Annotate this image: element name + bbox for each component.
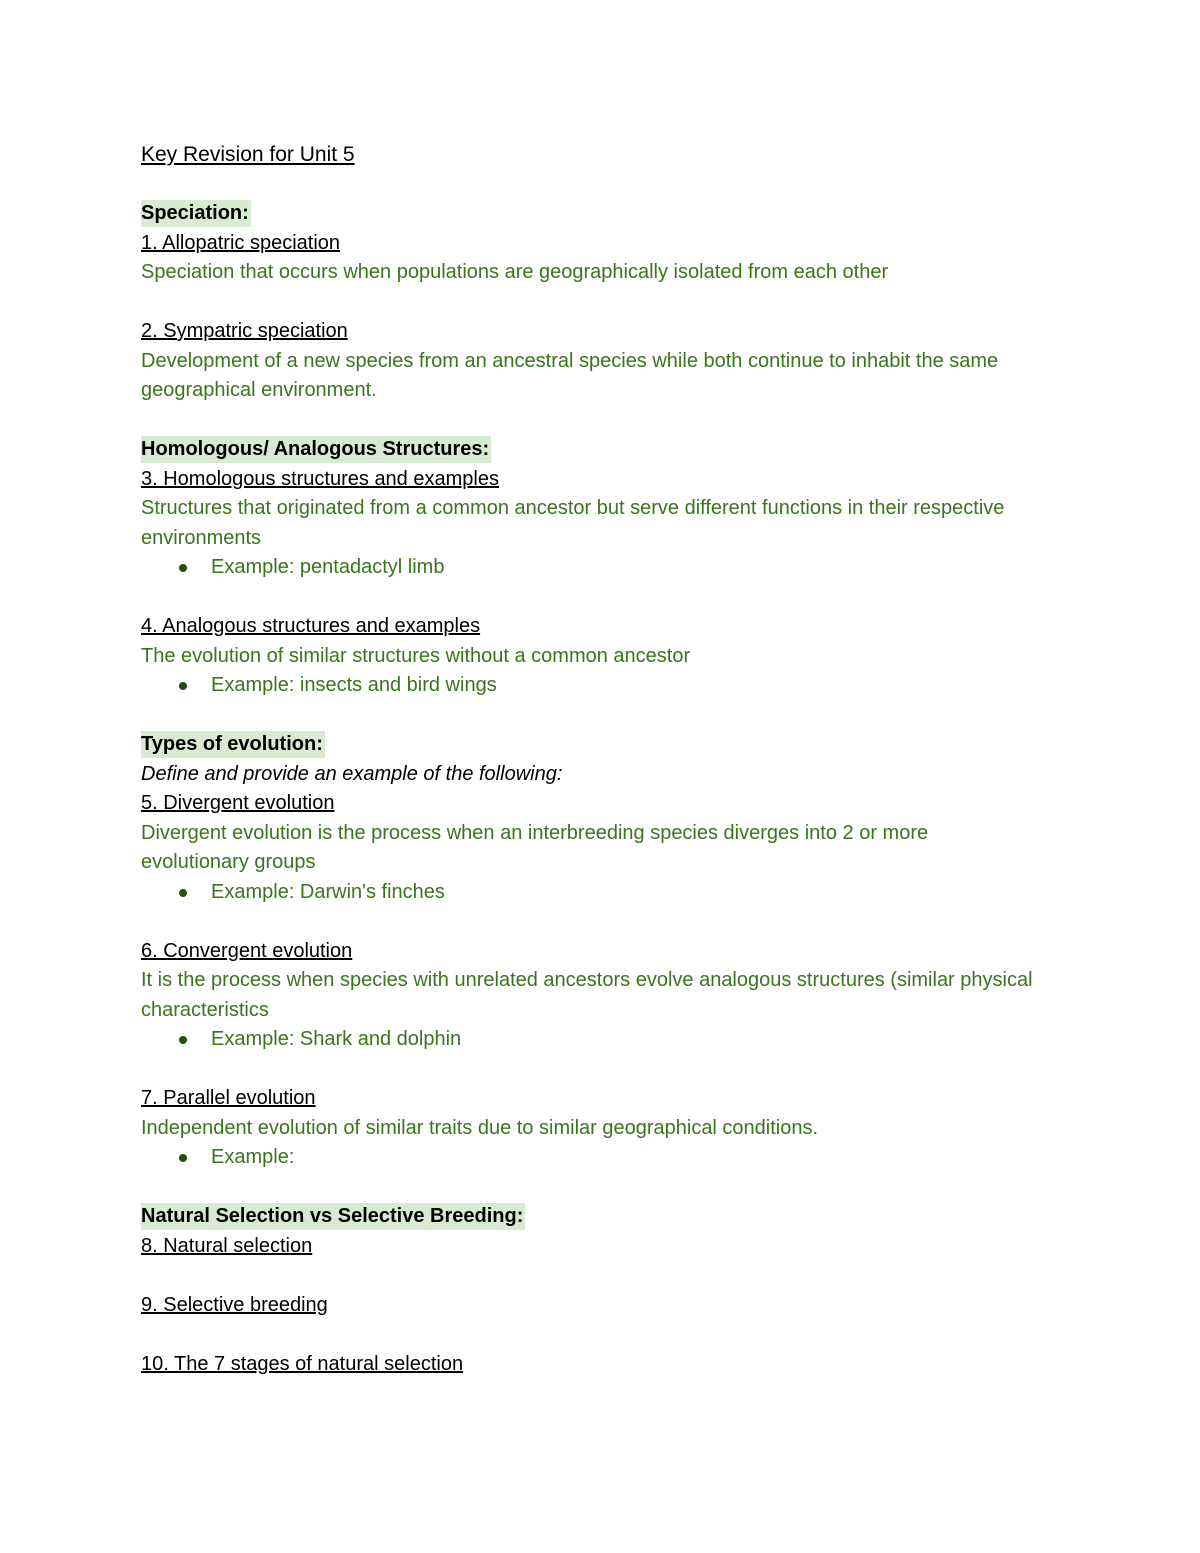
spacer bbox=[141, 1261, 1041, 1291]
bullet-icon bbox=[179, 1154, 187, 1162]
item-label-analogous: 4. Analogous structures and examples bbox=[141, 615, 481, 637]
example-text: Example: bbox=[211, 1146, 295, 1168]
spacer bbox=[141, 170, 1041, 200]
example-text: Example: Darwin's finches bbox=[211, 880, 445, 903]
example-text: Example: insects and bird wings bbox=[211, 674, 497, 696]
document-title: Key Revision for Unit 5 bbox=[141, 143, 355, 166]
spacer bbox=[141, 406, 1041, 436]
item-definition-divergent: Divergent evolution is the process when an interbreeding species diverges into 2 or more evolutionary groups bbox=[141, 821, 929, 873]
item-label-seven-stages: 10. The 7 stages of natural selection bbox=[141, 1352, 464, 1375]
item-label-homologous: 3. Homologous structures and examples bbox=[141, 467, 499, 490]
item-label-convergent: 6. Convergent evolution bbox=[141, 939, 353, 962]
item-definition-analogous: The evolution of similar structures without a common ancestor bbox=[141, 644, 691, 667]
example-list bbox=[141, 1143, 1041, 1173]
item-definition-homologous: Structures that originated from a common ancestor but serve different functions in their respective environments bbox=[141, 497, 1005, 549]
section-heading-structures: Homologous/ Analogous Structures: bbox=[141, 436, 491, 463]
item-label-parallel: 7. Parallel evolution bbox=[141, 1087, 316, 1109]
example-text: Example: Shark and dolphin bbox=[211, 1028, 462, 1050]
spacer bbox=[141, 583, 1041, 613]
document-page bbox=[141, 140, 1041, 1379]
example-list bbox=[141, 1025, 1041, 1055]
example-list bbox=[141, 553, 1041, 583]
section-heading-evolution: Types of evolution: bbox=[141, 731, 325, 758]
section-heading-selection: Natural Selection vs Selective Breeding: bbox=[141, 1203, 525, 1230]
list-item bbox=[141, 1025, 1041, 1055]
item-label-divergent: 5. Divergent evolution bbox=[141, 792, 335, 814]
section-heading-speciation: Speciation: bbox=[141, 200, 251, 227]
list-item bbox=[141, 553, 1041, 583]
item-label-natural-selection: 8. Natural selection bbox=[141, 1234, 313, 1257]
item-label-selective-breeding: 9. Selective breeding bbox=[141, 1293, 328, 1316]
spacer bbox=[141, 1055, 1041, 1085]
example-list bbox=[141, 878, 1041, 908]
bullet-icon bbox=[179, 1036, 187, 1044]
spacer bbox=[141, 907, 1041, 937]
spacer bbox=[141, 1320, 1041, 1350]
list-item bbox=[141, 671, 1041, 701]
bullet-icon bbox=[179, 682, 187, 690]
item-definition-parallel: Independent evolution of similar traits due to similar geographical conditions. bbox=[141, 1116, 819, 1139]
spacer bbox=[141, 1173, 1041, 1203]
item-definition-sympatric: Development of a new species from an ancestral species while both continue to inhabit the same geographical environment. bbox=[141, 349, 999, 401]
item-label-sympatric: 2. Sympatric speciation bbox=[141, 320, 348, 342]
list-item bbox=[141, 878, 1041, 908]
bullet-icon bbox=[179, 564, 187, 572]
item-definition-allopatric: Speciation that occurs when populations are geographically isolated from each other bbox=[141, 261, 889, 283]
example-list bbox=[141, 671, 1041, 701]
section-instruction: Define and provide an example of the following: bbox=[141, 762, 563, 785]
item-label-allopatric: 1. Allopatric speciation bbox=[141, 231, 341, 254]
spacer bbox=[141, 288, 1041, 318]
bullet-icon bbox=[179, 889, 187, 897]
spacer bbox=[141, 701, 1041, 731]
example-text: Example: pentadactyl limb bbox=[211, 556, 445, 578]
item-definition-convergent: It is the process when species with unrelated ancestors evolve analogous structures (similar physical characteristics bbox=[141, 969, 1033, 1021]
list-item bbox=[141, 1143, 1041, 1173]
